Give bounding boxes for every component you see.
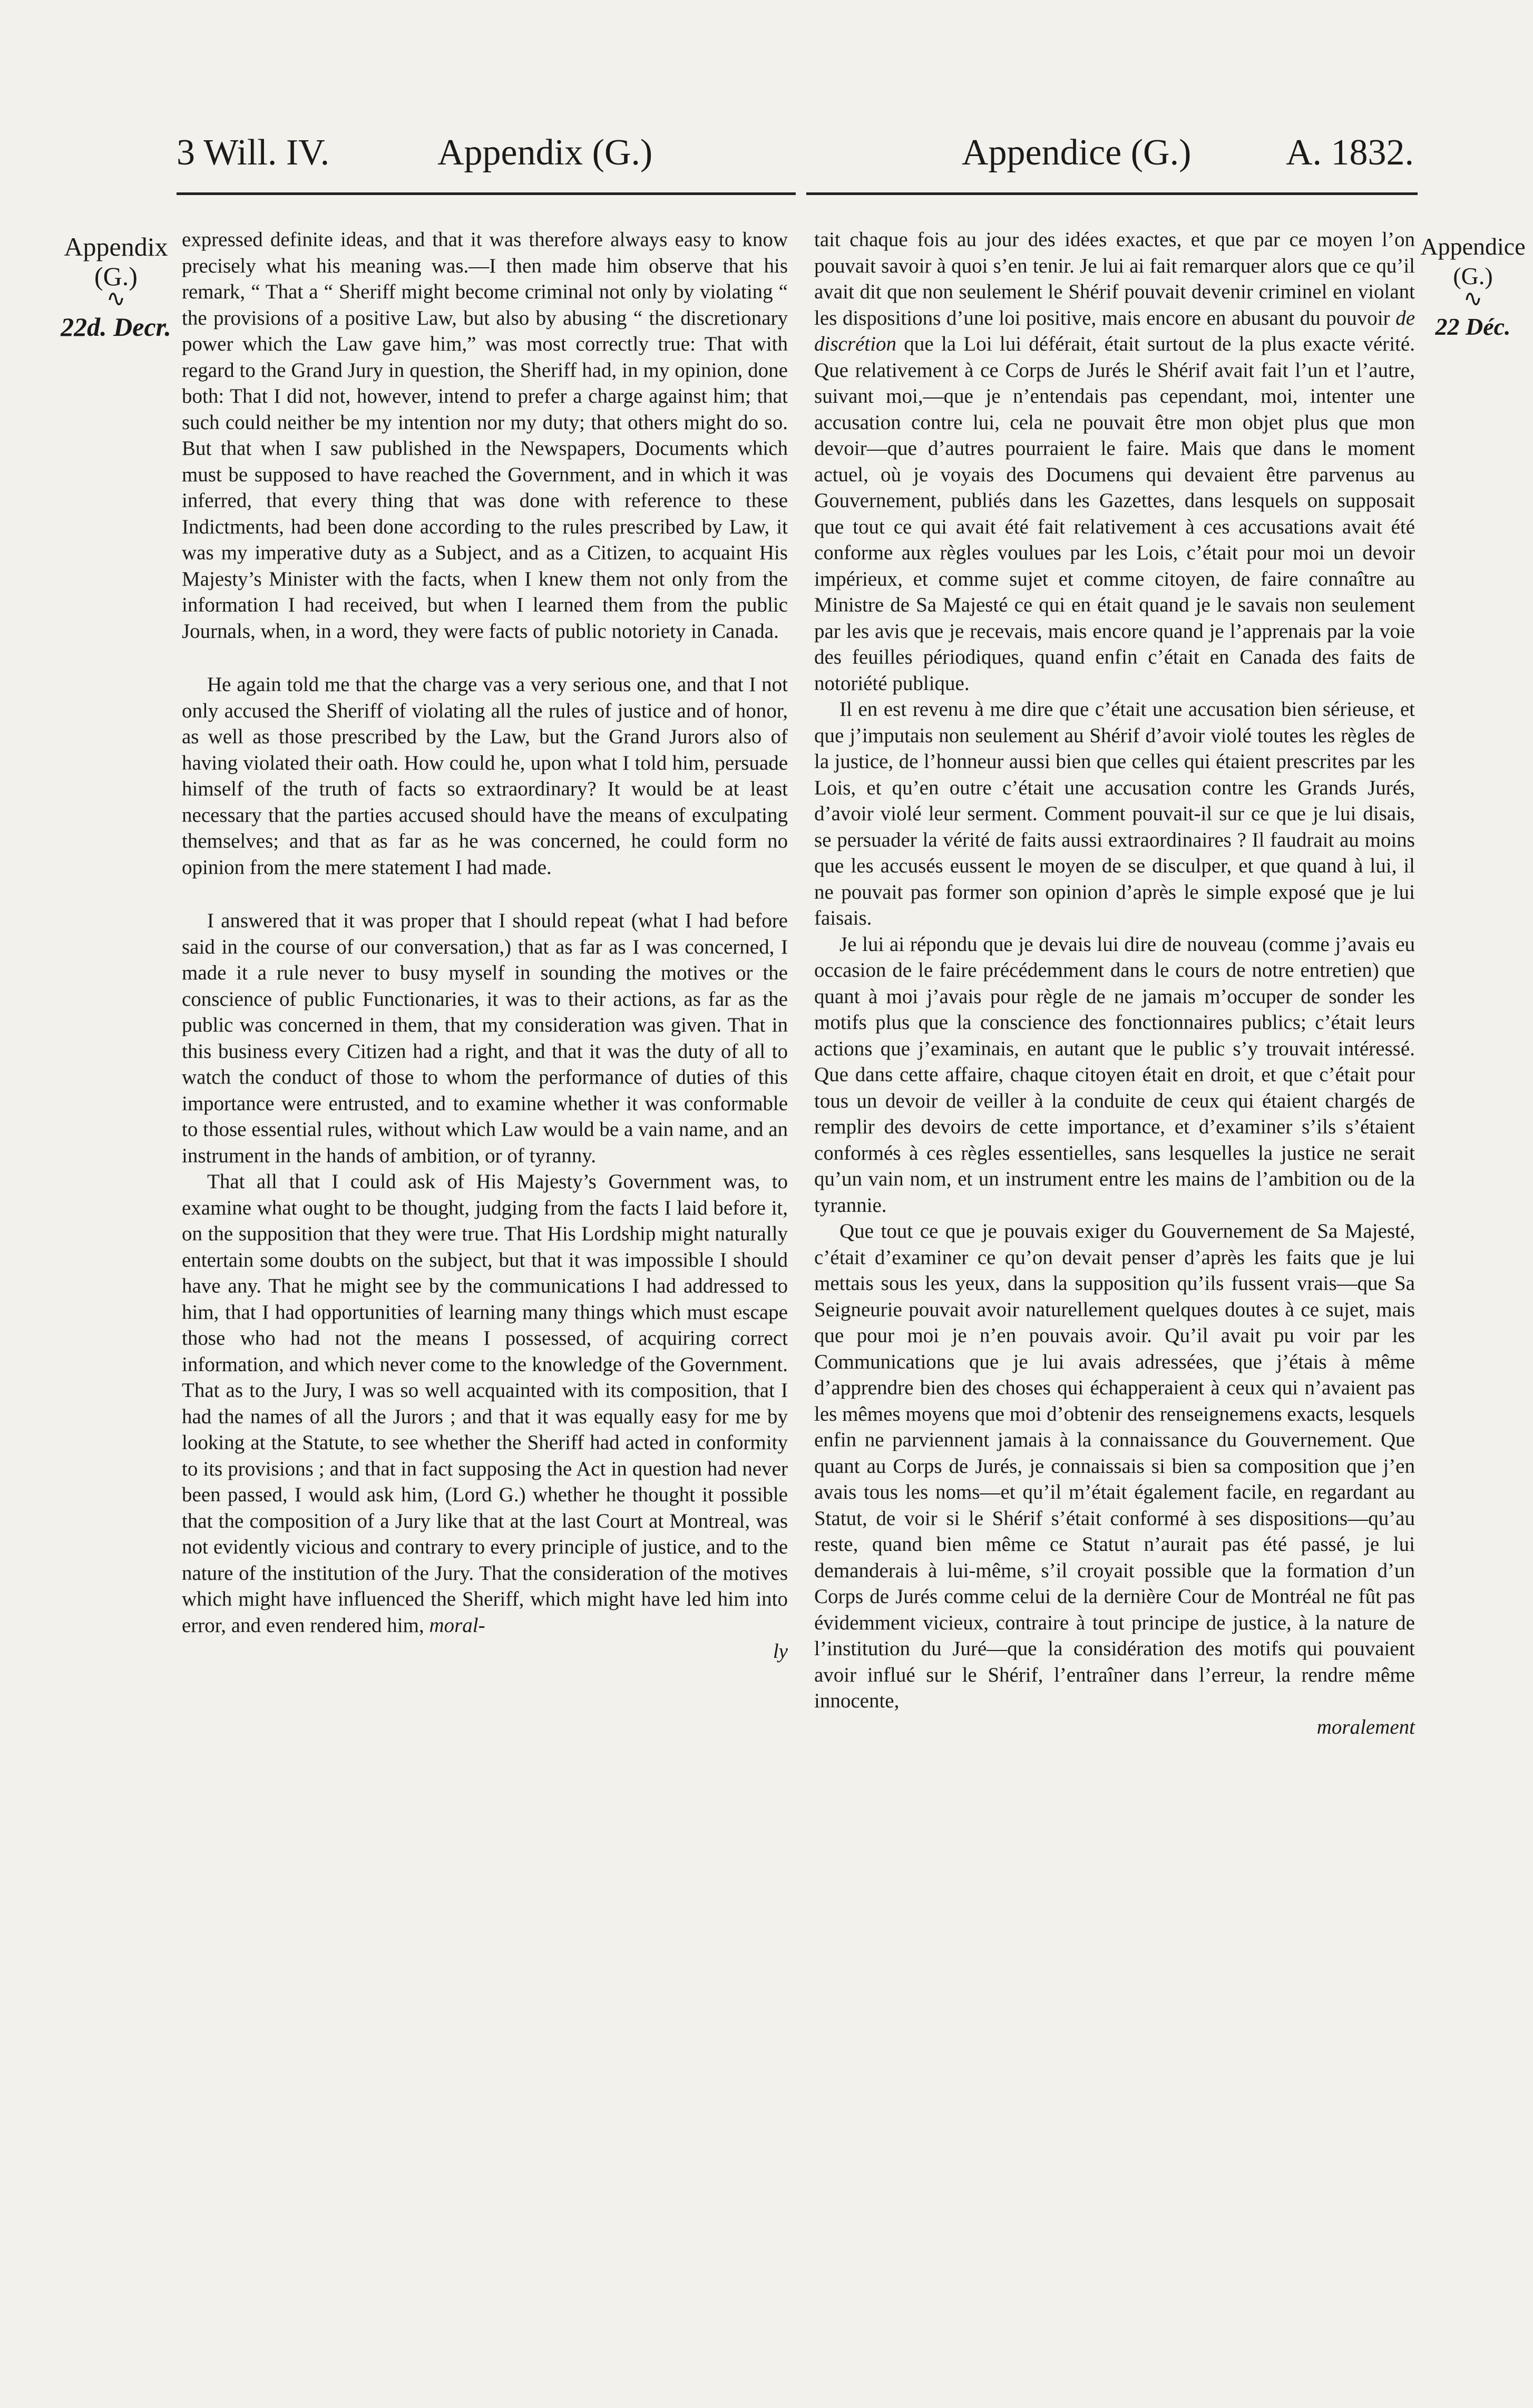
margin-note-left xyxy=(55,232,177,342)
french-column xyxy=(814,227,1415,1740)
english-paragraph-4-text: That all that I could ask of His Majesty’s Government was, to examine what ought to be thought, judging from the facts I laid before it, on the supposition that they were true. That His Lordship might naturally entertain some doubts on the subject, but that it was impossible I should have any. That he might see by the communications I had addressed to him, that I had opportunities of learning many things which must escape those who had not the means I possessed, of acquiring correct information, and which never come to the knowledge of the Government. That as to the Jury, I was so well acquainted with its composition, that I had the names of all the Jurors ; and that it was equally easy for me by looking at the Statute, to see whether the Sheriff had acted in conformity to its provisions ; and that in fact supposing the Act in question had never been passed, I would ask him, (Lord G.) whether he thought it possible that the composition of a Jury like that at the last Court at Montreal, was not evidently vicious and contrary to every principle of justice, and to the nature of the institution of the Jury. That the consideration of the motives which might have influenced the Sheriff, which might have led him into error, and even rendered him, xyxy=(182,1170,788,1637)
header-year: A. 1832. xyxy=(1286,132,1414,173)
english-paragraph-4 xyxy=(182,1169,788,1638)
french-catchword: moralement xyxy=(1316,1715,1415,1739)
english-catchword: ly xyxy=(773,1640,788,1663)
english-paragraph-3: I answered that it was proper that I should repeat (what I had before said in the course of our conversation,) that as far as I was concerned, I made it a rule never to busy myself in sounding the motives or the conscience of public Functionaries, it was to their actions, as far as the public was concerned in them, that my consideration was given. That in this business every Citizen had a right, and that it was the duty of all to watch the conduct of those to whom the performance of duties of this importance were entrusted, and to examine whether it was conformable to those essential rules, without which Law would be a vain name, and an instrument in the hands of ambition, or of tyranny. xyxy=(182,909,788,1167)
margin-left-date: 22d. Decr. xyxy=(61,312,171,342)
margin-left-tag: Appendix xyxy=(64,232,168,261)
header-reign: 3 Will. IV. xyxy=(177,132,330,173)
margin-right-date: 22 Déc. xyxy=(1435,313,1511,340)
header-appendix-english: Appendix (G.) xyxy=(437,132,653,173)
french-paragraph-3: Je lui ai répondu que je devais lui dire de nouveau (comme j’avais eu occasion de le faire précédemment dans le cours de notre entretien) que quant à moi j’avais pour règle de ne jamais m’occuper de sonder les motifs plus que la conscience des fonctionnaires publics; c’était leurs actions que j’examinais, en autant que le public s’y trouvait intéressé. Que dans cette affaire, chaque citoyen était en droit, et que c’était pour tous un devoir de veiller à la conduite de ceux qui étaient chargés de remplir des devoirs de cette importance, et d’examiner s’ils s’étaient conformés à ces règles essentielles, sans lesquelles la justice ne serait qu’un vain nom, et un instrument entre les mains de l’ambition ou de la tyrannie. xyxy=(814,933,1415,1217)
header-rule-left xyxy=(177,192,796,195)
english-column xyxy=(182,227,788,1665)
header-appendice-french: Appendice (G.) xyxy=(962,132,1192,173)
margin-note-right xyxy=(1418,232,1528,342)
margin-left-sub: (G.) xyxy=(94,261,138,291)
french-paragraph-1-text-b: que la Loi lui déférait, était surtout de la plus exacte vérité. Que relativement à ce Corps de Jurés le Shérif avait fait l’un et l’autre, suivant moi,—que je n’entendais pas cependant, moi, intenter une accusation contre lui, cela ne pouvait être mon objet plus que mon devoir—que d’autres pourraient le faire. Mais que dans le moment actuel, où je voyais des Documens qui devaient être parvenus au Gouvernement, publiés dans les Gazettes, dans lesquels on supposait que tout ce qui avait été fait relativement à ces accusations avait été conforme aux règles voulues par les Lois, c’était pour moi un devoir impérieux, et comme sujet et comme citoyen, de faire connaître au Ministre de Sa Majesté ce qui en était quand je le savais non seulement par les avis que je recevais, mais encore quand je l’apprenais par la voie des feuilles périodiques, quand enfin c’était en Canada des faits de notoriété publique. xyxy=(814,333,1415,695)
margin-right-sub: (G.) xyxy=(1453,263,1493,289)
english-paragraph-2: He again told me that the charge vas a very serious one, and that I not only accused the Sheriff of violating all the rules of justice and of honor, as well as those prescribed by the Law, but the Grand Jurors also of having violated their oath. How could he, upon what I told him, persuade himself of the truth of facts so extraordinary? It would be at least necessary that the parties accused should have the means of exculpating themselves; and that as far as he was concerned, he could form no opinion from the mere statement I had made. xyxy=(182,673,788,879)
french-paragraph-2: Il en est revenu à me dire que c’était une accusation bien sérieuse, et que j’imputais non seulement au Shérif d’avoir violé toutes les règles de la justice, de l’honneur aussi bien que celles qui étaient prescrites par les Lois, et qu’en outre c’était une accusation contre les Grands Jurés, d’avoir violé leur serment. Comment pouvait-il sur ce que je lui disais, se persuader la vérité de faits aussi extraordinaires ? Il faudrait au moins que les accusés eussent le moyen de se disculper, et que quand à lui, il ne pouvait pas former son opinion d’après le simple exposé que je lui faisais. xyxy=(814,698,1415,929)
english-paragraph-4-italic: moral- xyxy=(429,1614,485,1637)
french-paragraph-1 xyxy=(814,227,1415,696)
french-paragraph-1-text-a: tait chaque fois au jour des idées exactes, et que par ce moyen l’on pouvait savoir à quoi s’en tenir. Je lui ai fait remarquer alors que ce qu’il avait dit que non seulement le Shérif pouvait devenir criminel en violant les dispositions d’une loi positive, mais encore en abusant du pouvoir xyxy=(814,228,1415,329)
french-paragraph-1-italic: de discrétion xyxy=(814,306,1415,355)
flourish-ornament-icon: ∿ xyxy=(1463,286,1483,312)
english-paragraph-1: expressed definite ideas, and that it was therefore always easy to know precisely what his meaning was.—I then made him observe that his remark, “ That a “ Sheriff might become criminal not only by violating “ the provisions of a positive Law, but also by abusing “ the discretionary power which the Law gave him,” was most correctly true: That with regard to the Grand Jury in question, the Sheriff had, in my opinion, done both: That I did not, however, intend to prefer a charge against him; that such could neither be my intention nor my duty; that others might do so. But that when I saw published in the Newspapers, Documents which must be supposed to have reached the Government, and in which it was inferred, that every thing that was done with reference to these Indictments, had been done according to the rules prescribed by Law, it was my imperative duty as a Subject, and as a Citizen, to acquaint His Majesty’s Minister with the facts, when I knew them not only from the information I had received, but when I learned them from the public Journals, when, in a word, they were facts of public notoriety in Canada. xyxy=(182,228,788,643)
margin-right-tag: Appendice xyxy=(1420,233,1526,260)
header-rule-right xyxy=(806,192,1418,195)
french-paragraph-4: Que tout ce que je pouvais exiger du Gouvernement de Sa Majesté, c’était d’examiner ce qu’on devait penser d’après les faits que je lui mettais sous les yeux, dans la supposition qu’ils fussent vrais—que Sa Seigneurie pouvait avoir naturellement quelques doutes à ce sujet, mais que pour moi je n’en pouvais avoir. Qu’il avait pu voir par les Communications que je lui avais adressées, que j’étais à même d’apprendre bien des choses qui échapperaient à ceux qui n’avaient pas les mêmes moyens que moi d’obtenir des renseignemens exacts, lesquels enfin ne parviennent jamais à la connaissance du Gouvernement. Que quant au Corps de Jurés, je connaissais si bien sa composition que j’en avais tous les noms—et qu’il m’était également facile, en regardant au Statut, de voir si le Shérif s’était conformé à ses dispositions—qu’au reste, quand bien même ce Statut n’aurait pas été passé, je lui demanderais à lui-même, s’il croyait possible que la formation d’un Corps de Jurés comme celui de la dernière Cour de Montréal ne fût pas évidemment vicieux, contraire à tout principe de justice, à la nature de l’institution du Juré—que la considération des motifs qui pouvaient avoir influé sur le Shérif, l’entraîner dans l’erreur, la rendre même innocente, xyxy=(814,1220,1415,1712)
flourish-ornament-icon: ∿ xyxy=(106,286,126,312)
